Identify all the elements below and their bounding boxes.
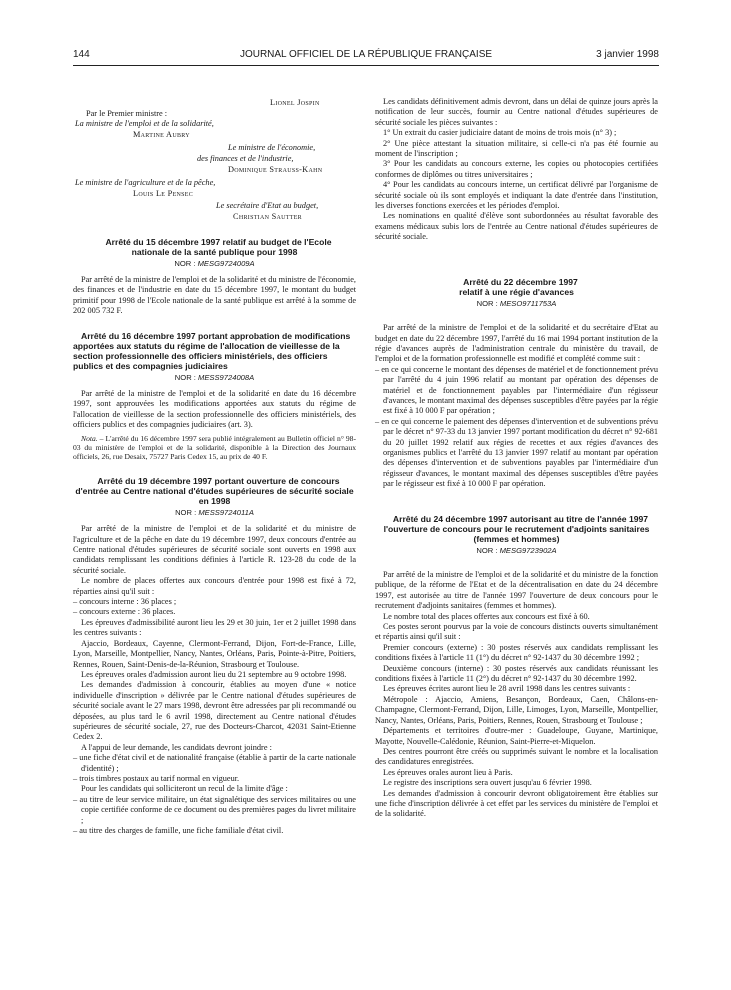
article-adjoints-sanitaires [375,514,658,820]
paragraph: Les candidats définitivement admis devront, dans un délai de quinze jours après la notification de leur succès, fournir au Centre national d'études supérieures de sécurité sociale les pièces suivantes : [375,97,658,127]
paragraph: 3° Pour les candidats au concours externe, les copies ou photocopies certifiées conformes de diplômes ou titres universitaires ; [375,159,658,179]
page-number: 144 [73,49,90,60]
note-label: Nota. [81,433,98,443]
paragraph: Par arrêté de la ministre de l'emploi et de la solidarité et du ministre de l'économie, des finances et de l'industrie en date du 15 décembre 1997, le montant du budget primitif pour 1998 de l'Ecole nationale de la santé publique est arrêté à la somme de 202 005 732 F. [73,274,356,316]
paragraph: Les demandes d'admission à concourir, établies au moyen d'une « notice individuelle d'inscription » délivrée par le Centre national d'études supérieures de sécurité sociale avant le 27 mars 1998, devront être adressées par pli recommandé ou déposées, au plus tard le 6 avril 1998, directement au Centre national d'études supérieures de sécurité sociale, 27, rue des Docteurs-Charcot, 42031 Saint-Etienne Cedex 2. [73,680,356,742]
paragraph: Métropole : Ajaccio, Amiens, Besançon, Bordeaux, Caen, Châlons-en-Champagne, Clermont-Ferrand, Dijon, Lille, Limoges, Lyon, Marseille, Montpellier, Nancy, Nantes, Orléans, Paris, Poitiers, Rennes, Rouen, Strasbourg et Toulouse ; [375,694,658,725]
paragraph: Le nombre de places offertes aux concours d'entrée pour 1998 est fixé à 72, réparties ainsi qu'il suit : [73,576,356,596]
note [73,434,356,462]
article-concours-cnesss [73,476,356,837]
list-item: – au titre de leur service militaire, un état signalétique des services militaires ou une copie certifiée conforme de ce document ou des premières pages du livret militaire ; [73,794,356,825]
paragraph: Les demandes d'admission à concourir devront obligatoirement être établies sur une fiche d'inscription délivrée à cet effet par les services du ministère de l'emploi et de la solidarité. [375,788,658,819]
issue-date: 3 janvier 1998 [596,49,659,60]
paragraph: Par arrêté de la ministre de l'emploi et de la solidarité en date du 16 décembre 1997, sont approuvées les modifications apportées aux statuts du régime de l'allocation de vieillesse de la section professionnelle des officiers ministériels, des officiers publics et des compagnies judiciaires (art. 3). [73,388,356,430]
paragraph: A l'appui de leur demande, les candidats devront joindre : [81,742,272,752]
nor-label: NOR : [476,545,498,555]
signatory-eco-title2: des finances et de l'industrie, [197,153,294,163]
page-header [73,49,659,63]
header-rule [73,65,659,66]
journal-title: JOURNAL OFFICIEL DE LA RÉPUBLIQUE FRANÇAISE [239,49,493,60]
signatory-agri-title: Le ministre de l'agriculture et de la pêche, [75,178,216,188]
right-column [375,97,658,820]
list-item: – concours interne : 36 places ; [73,597,177,607]
nor-reference [73,259,356,269]
nor-code: MESO9711753A [499,298,557,308]
paragraph: Deuxième concours (interne) : 30 postes réservés aux candidats réunissant les conditions fixées à l'article 11 (2°) du décret n° 92-1437 du 30 décembre 1992. [375,663,658,684]
article-concours-cnesss-continued [375,97,658,243]
nor-code: MESG9724009A [197,258,255,268]
nor-label: NOR : [175,507,197,517]
signatory-eco-name: Dominique Strauss-Kahn [228,164,323,174]
list-item: – concours externe : 36 places. [73,607,176,617]
article-title: Arrêté du 16 décembre 1997 portant approbation de modifications apportées aux statuts du régime de l'allocation de vieillesse de la section professionnelle des officiers ministériels, des officiers publics et des compagnies judiciaires [73,330,351,371]
paragraph: Par arrêté de la ministre de l'emploi et de la solidarité et du ministre de l'agriculture et de la pêche en date du 19 décembre 1997, deux concours d'entrée au Centre national d'études supérieures de sécurité sociale sont ouverts en 1998 aux candidats remplissant les conditions définies à l'article R. 123-28 du code de la sécurité sociale. [73,524,356,575]
paragraph: 4° Pour les candidats au concours interne, un certificat délivré par l'organisme de sécurité sociale où ils sont employés et indiquant la date d'entrée dans l'institution, les diverses fonctions exercées et les périodes d'emploi. [375,180,658,211]
nor-reference [73,373,356,383]
signatory-emploi-name: Martine Aubry [133,129,190,139]
signatory-budget-name: Christian Sautter [233,211,302,221]
nor-label: NOR : [476,298,498,308]
nor-code: MESS9724011A [198,507,254,517]
paragraph: 1° Un extrait du casier judiciaire datant de moins de trois mois (n° 3) ; [383,128,617,138]
paragraph: Des centres pourront être créés ou supprimés suivant le nombre et la localisation des candidatures enregistrées. [375,746,658,767]
article-allocation-vieillesse [73,331,356,462]
article-regie-avances [375,277,658,490]
paragraph: Les épreuves écrites auront lieu le 28 avril 1998 dans les centres suivants : [383,684,631,694]
list-item: – en ce qui concerne le paiement des dépenses d'intervention et de subventions prévu par le décret n° 97-33 du 13 janvier 1997 portant modification du décret n° 92-681 du 20 juillet 1992 relatif aux régies de recettes et aux régies d'avances des organismes publics et l'arrêté du 13 janvier 1997 relatif au montant par opération des dépenses d'intervention et de subventions payables par l'intermédiaire d'un régisseur d'avances, le montant maximal des dépenses susceptibles d'être payées par le régisseur est fixé à 10 000 F par opération. [375,416,658,489]
paragraph: Les épreuves orales auront lieu à Paris. [383,767,513,777]
nor-label: NOR : [174,372,196,382]
note-text: – L'arrêté du 16 décembre 1997 sera publié intégralement au Bulletin officiel n° 98-03 du ministère de l'emploi et de la solidarité, disponible à la Direction des Journaux officiels, 26, rue Desaix, 75727 Paris Cedex 15, au prix de 40 F. [73,433,356,462]
signatory-budget-title: Le secrétaire d'Etat au budget, [216,201,319,211]
paragraph: Par arrêté de la ministre de l'emploi et de la solidarité et du ministre de la fonction publique, de la réforme de l'Etat et de la décentralisation en date du 24 décembre 1997, est autorisée au titre de l'année 1997 l'ouverture de deux concours pour le recrutement d'adjoints sanitaires (femmes et hommes). [375,570,658,611]
signatory-eco-title: Le ministre de l'économie, [228,143,316,153]
nor-code: MESG9723902A [499,545,557,555]
article-budget-ensp [73,237,356,317]
list-item: – une fiche d'état civil et de nationalité française (établie à partir de la carte nationale d'identité) ; [73,753,356,773]
paragraph: Premier concours (externe) : 30 postes réservés aux candidats remplissant les conditions fixées à l'article 11 (1°) du décret n° 92-1437 du 30 décembre 1992 ; [375,642,658,663]
paragraph: 2° Une pièce attestant la situation militaire, si celle-ci n'a pas été fournie au moment de l'inscription ; [375,138,658,159]
paragraph: Par arrêté de la ministre de l'emploi et de la solidarité et du secrétaire d'Etat au budget en date du 22 décembre 1997, l'arrêté du 16 mai 1994 portant institution de la régie d'avances auprès de l'administration centrale du ministère du travail, de l'emploi et de la formation professionnelle est modifié et complété comme suit : [375,323,658,364]
paragraph: Les épreuves orales d'admission auront lieu du 21 septembre au 9 octobre 1998. [81,669,347,679]
article-title: Arrêté du 19 décembre 1997 portant ouverture de concours d'entrée au Centre national d'études supérieures de sécurité sociale en 1998 [75,475,354,506]
list-item: – trois timbres postaux au tarif normal en vigueur. [73,773,240,783]
nor-reference [73,508,356,518]
list-item: – en ce qui concerne le montant des dépenses de matériel et de fonctionnement prévu par l'arrêté du 4 juin 1996 relatif au montant par opération des dépenses de matériel et de fonctionnement payables par l'intermédiaire d'un régisseur d'avances, le montant maximal des dépenses susceptibles d'être payées par la régie est fixé à 10 000 F par opération ; [375,364,658,416]
paragraph: Départements et territoires d'outre-mer : Guadeloupe, Guyane, Martinique, Mayotte, Nouvelle-Calédonie, Réunion, Saint-Pierre-et-Miquelon. [375,726,658,746]
signatory-agri-name: Louis Le Pensec [133,188,194,198]
nor-code: MESS9724008A [198,372,255,382]
paragraph: Les épreuves d'admissibilité auront lieu les 29 et 30 juin, 1er et 2 juillet 1998 dans les centres suivants : [73,617,356,638]
signature-block [73,98,356,223]
list-item: – au titre des charges de famille, une fiche familiale d'état civil. [73,826,284,835]
paragraph: Pour les candidats qui solliciteront un recul de la limite d'âge : [81,784,288,794]
signatory-emploi-title: La ministre de l'emploi et de la solidarité, [75,119,214,129]
paragraph: Ces postes seront pourvus par la voie de concours distincts ouverts simultanément et répartis ainsi qu'il suit : [375,622,658,642]
nor-reference [375,546,658,556]
signatory-pm: Lionel Jospin [270,98,320,107]
nor-label: NOR : [174,258,196,268]
left-column [73,98,356,836]
paragraph: Le nombre total des places offertes aux concours est fixé à 60. [383,611,590,621]
signatory-by-pm: Par le Premier ministre : [86,108,168,118]
paragraph: Les nominations en qualité d'élève sont subordonnées au résultat favorable des examens médicaux subis lors de l'entrée au Centre national d'études supérieures de sécurité sociale. [375,211,658,242]
article-title: Arrêté du 24 décembre 1997 autorisant au titre de l'année 1997 l'ouverture de concours pour le recrutement d'adjoints sanitaires (femmes et hommes) [383,513,650,544]
article-title: Arrêté du 15 décembre 1997 relatif au budget de l'Ecole nationale de la santé publique pour 1998 [105,236,332,257]
paragraph: Le registre des inscriptions sera ouvert jusqu'au 6 février 1998. [383,778,592,788]
nor-reference [375,299,658,309]
article-title: Arrêté du 22 décembre 1997 relatif à une régie d'avances [459,276,578,297]
paragraph: Ajaccio, Bordeaux, Cayenne, Clermont-Ferrand, Dijon, Fort-de-France, Lille, Lyon, Marseille, Montpellier, Nancy, Nantes, Orléans, Paris, Pointe-à-Pitre, Poitiers, Rennes, Rouen, Saint-Denis-de-la-Réunion, Strasbourg et Toulouse. [73,638,356,669]
